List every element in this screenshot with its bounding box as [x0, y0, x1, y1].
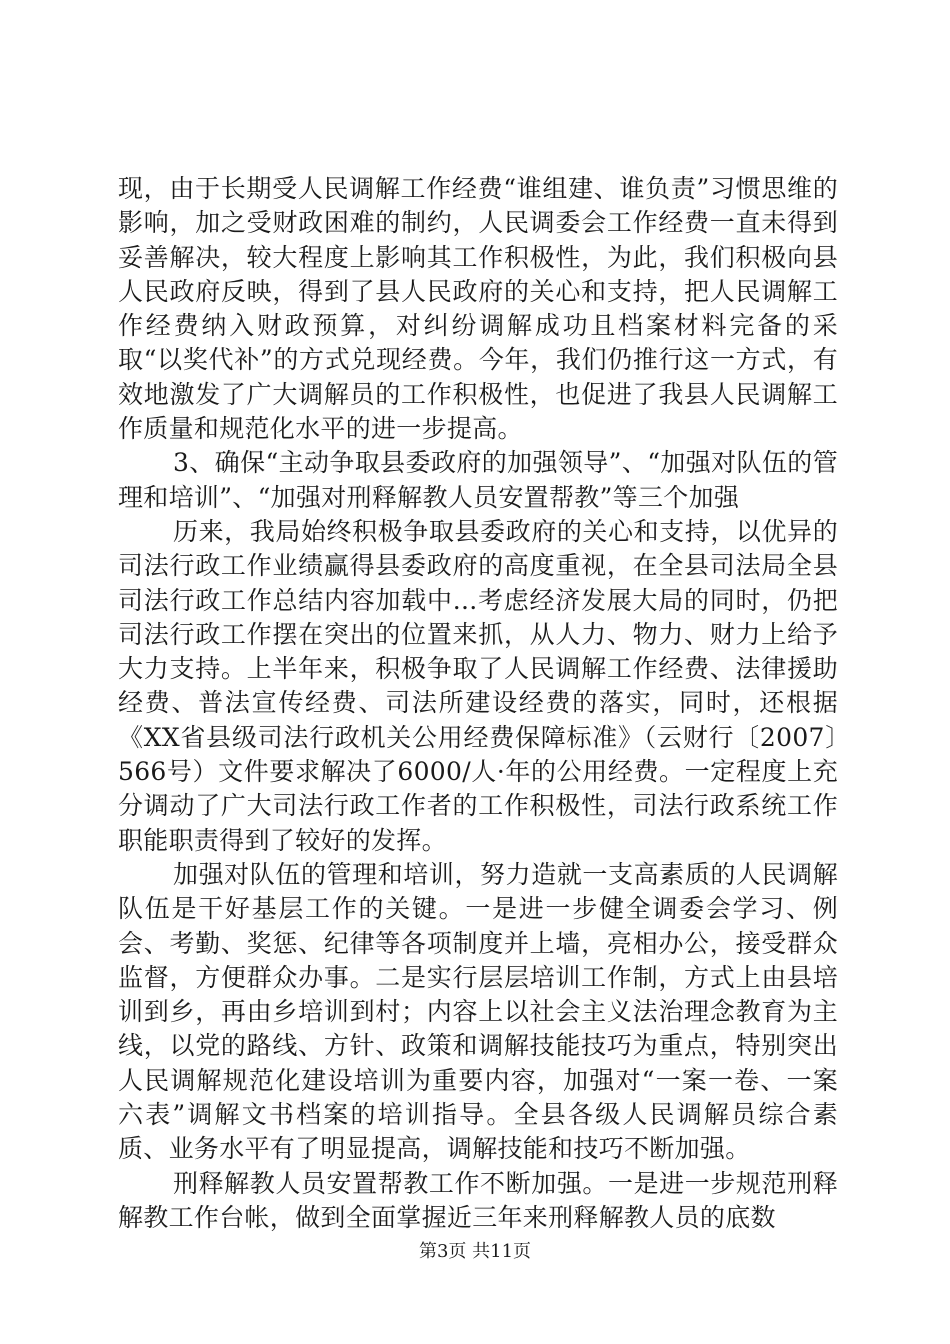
paragraph-1: 现，由于长期受人民调解工作经费“谁组建、谁负责”习惯思维的影响，加之受财政困难的制约，人民调委会工作经费一直未得到妥善解决，较大程度上影响其工作积极性，为此，我们积极向县人民政府反映，得到了县人民政府的关心和支持，把人民调解工作经费纳入财政预算，对纠纷调解成功且档案材料完备的采取“以奖代补”的方式兑现经费。今年，我们仍推行这一方式，有效地激发了广大调解员的工作积极性，也促进了我县人民调解工作质量和规范化水平的进一步提高。 — [118, 174, 838, 444]
paragraph-3: 历来，我局始终积极争取县委政府的关心和支持，以优异的司法行政工作业绩赢得县委政府的高度重视，在全县司法局全县司法行政工作总结内容加载中...考虑经济发展大局的同时，仍把司法行政工作摆在突出的位置来抓，从人力、物力、财力上给予大力支持。上半年来，积极争取了人民调解工作经费、法律援助经费、普法宣传经费、司法所建设经费的落实，同时，还根据《XX省县级司法行政机关公用经费保障标准》（云财行〔2007〕566号）文件要求解决了6000/人·年的公用经费。一定程度上充分调动了广大司法行政工作者的工作积极性，司法行政系统工作职能职责得到了较好的发挥。 — [118, 516, 838, 855]
page-number-label: 第3页 共11页 — [418, 1241, 532, 1262]
paragraph-5: 刑释解教人员安置帮教工作不断加强。一是进一步规范刑释解教工作台帐，做到全面掌握近三年来刑释解教人员的底数 — [118, 1168, 838, 1232]
document-body — [118, 172, 838, 1235]
page-footer — [0, 1240, 950, 1264]
paragraph-2-heading: 3、确保“主动争取县委政府的加强领导”、“加强对队伍的管理和培训”、“加强对刑释解教人员安置帮教”等三个加强 — [118, 448, 838, 512]
paragraph-4: 加强对队伍的管理和培训，努力造就一支高素质的人民调解队伍是干好基层工作的关键。一是进一步健全调委会学习、例会、考勤、奖惩、纪律等各项制度并上墙，亮相办公，接受群众监督，方便群众办事。二是实行层层培训工作制，方式上由县培训到乡，再由乡培训到村；内容上以社会主义法治理念教育为主线，以党的路线、方针、政策和调解技能技巧为重点，特别突出人民调解规范化建设培训为重要内容，加强对“一案一卷、一案六表”调解文书档案的培训指导。全县各级人民调解员综合素质、业务水平有了明显提高，调解技能和技巧不断加强。 — [118, 859, 838, 1164]
